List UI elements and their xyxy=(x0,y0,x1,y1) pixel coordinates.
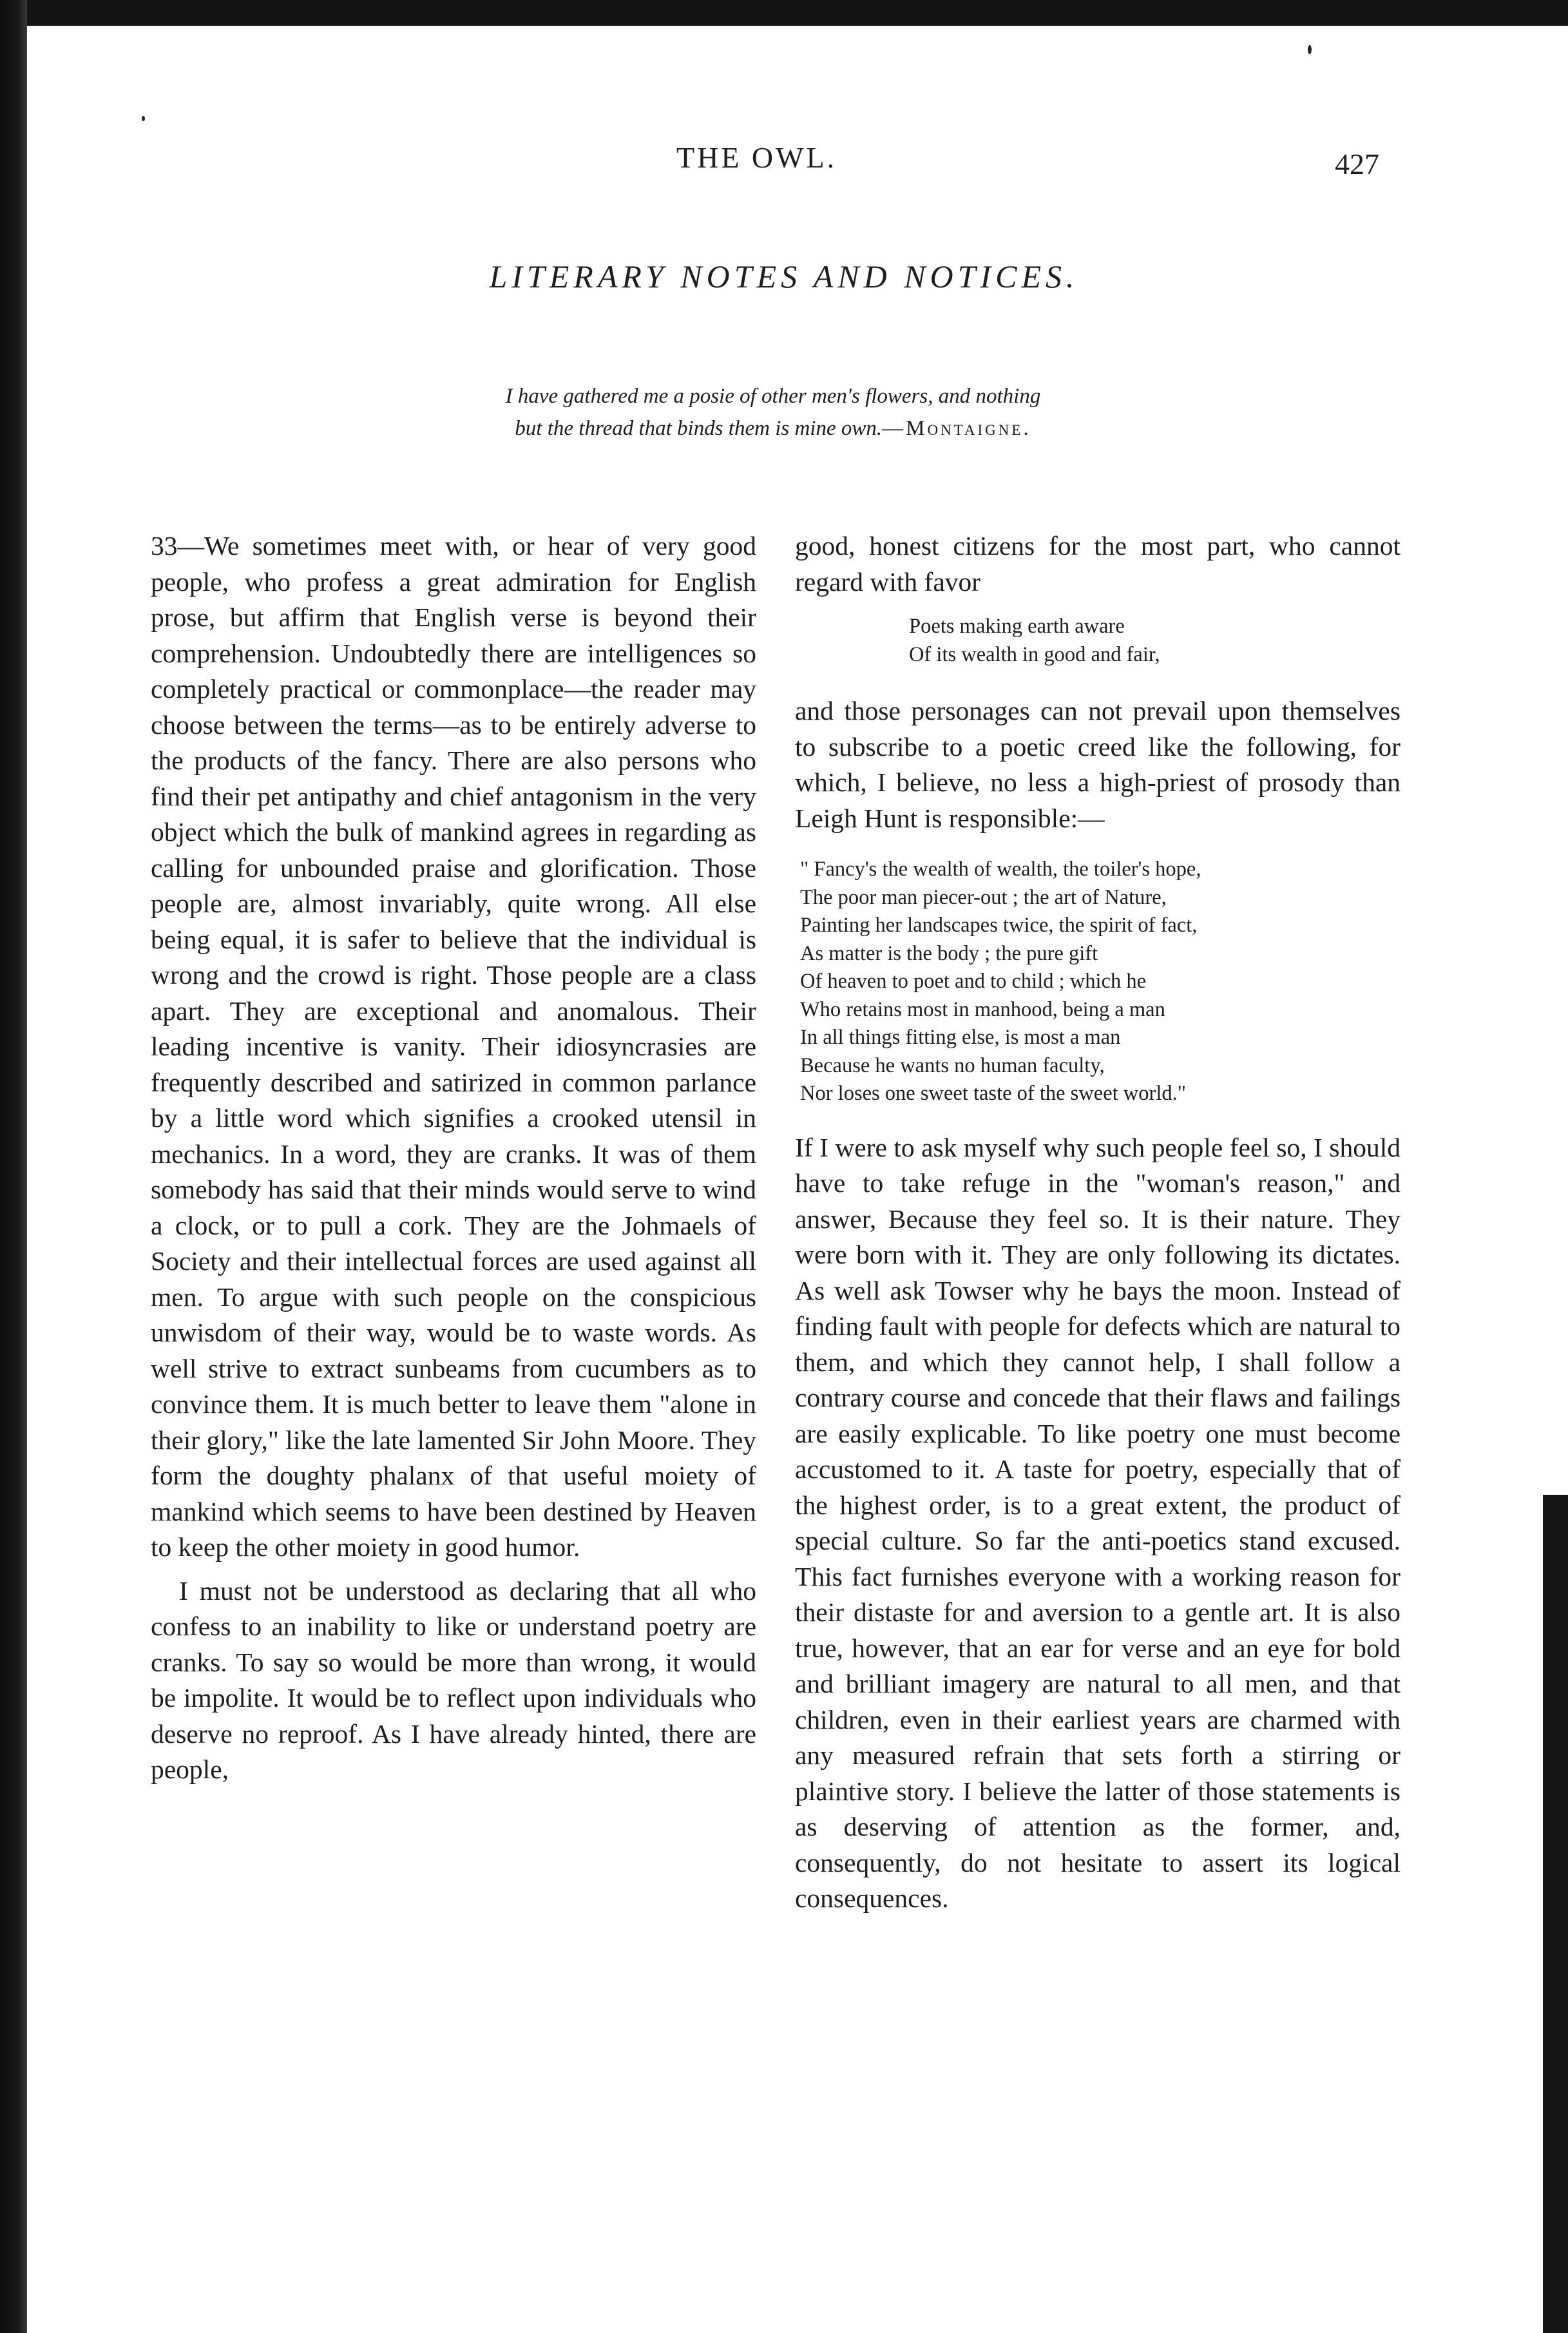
verse-quotation: " Fancy's the wealth of wealth, the toiler's hope, The poor man piecer-out ; the art of Nature, Painting her landscapes twice, the spirit of fact, As matter is the body ; the pure gift Of heaven to poet and to child ; which he Who retains most in manhood, being a man In all things fitting else, is most a man Because he wants no human faculty, Nor loses one sweet taste of the sweet world." xyxy=(800,858,1201,1105)
article-paragraph: I must not be understood as declaring that all who confess to an inability to like or understand poetry are cranks. To say so would be more than wrong, it would be impolite. It would be to reflect upon individuals who deserve no reproof. As I have already hinted, there are people, xyxy=(151,1575,756,1784)
page-number: 427 xyxy=(1335,148,1379,180)
article-paragraph: 33—We sometimes meet with, or hear of very good people, who profess a great admiration for English prose, but affirm that English verse is beyond their comprehension. Undoubtedly there are intelligences so completely practical or commonplace—the reader may choose between the terms—as to be entirely adverse to the products of the fancy. There are also persons who find their pet antipathy and chief antagonism in the very object which the bulk of mankind agrees in regarding as calling for unbounded praise and glorification. Those people are, almost invariably, quite wrong. All else being equal, it is safer to believe that the individual is wrong and the crowd is right. Those people are a class apart. They are exceptional and anomalous. Their leading incentive is vanity. Their idiosyncrasies are frequently described and satirized in common parlance by a little word which signifies a crooked utensil in mechanics. In a word, they are cranks. It was of them somebody has said that their minds would serve to wind a clock, or to pull a cork. They are the Johmaels of Society and their intellectual forces are used against all men. To argue with such people on the conspicious unwisdom of their way, would be to waste words. As well strive to extract sunbeams from cucumbers as to convince them. It is much better to leave them "alone in their glory," like the late lamented Sir John Moore. They form the doughty phalanx of that useful moiety of mankind which seems to have been destined by Heaven to keep the other moiety in good humor. xyxy=(151,531,756,1562)
section-heading: LITERARY NOTES AND NOTICES. xyxy=(489,258,1079,294)
left-column xyxy=(151,528,756,1788)
scan-border-left xyxy=(0,0,27,2333)
scan-speck xyxy=(1308,45,1312,54)
article-paragraph: If I were to ask myself why such people feel so, I should have to take refuge in the "woman's reason," and answer, Because they feel so. It is their nature. They were born with it. They are only following its dictates. As well ask Towser why he bays the moon. Instead of finding fault with people for defects which are natural to them, and which they cannot help, I shall follow a contrary course and concede that their flaws and failings are easily explicable. To like poetry one must become accustomed to it. A taste for poetry, especially that of the highest order, is to a great extent, the product of special culture. So far the anti-poetics stand excused. This fact furnishes everyone with a working reason for their distaste for and aversion to a gentle art. It is also true, however, that an ear for verse and an eye for bold and brilliant imagery are natural to all men, and that children, even in their earliest years are charmed with any measured refrain that sets forth a stirring or plaintive story. I believe the latter of those statements is as deserving of attention as the former, and, consequently, do not hesitate to assert its logical consequences. xyxy=(795,1132,1401,1913)
running-head: THE OWL. xyxy=(676,141,837,174)
scan-speck xyxy=(142,116,145,121)
article-paragraph: good, honest citizens for the most part, who cannot regard with favor xyxy=(795,531,1401,597)
epigraph-text: I have gathered me a posie of other men's flowers, and nothing but the thread that binds them is mine own. xyxy=(505,385,1041,440)
scan-border-right xyxy=(1543,1495,1568,2333)
epigraph-author: —Montaigne. xyxy=(882,417,1031,440)
scan-border-top xyxy=(0,0,1568,26)
verse-quotation: Poets making earth aware Of its wealth in good and fair, xyxy=(909,615,1160,666)
article-paragraph: and those personages can not prevail upon themselves to subscribe to a poetic creed like the following, for which, I believe, no less a high-priest of prosody than Leigh Hunt is responsible:— xyxy=(795,696,1401,833)
right-column xyxy=(795,528,1401,1917)
epigraph xyxy=(374,380,1172,445)
